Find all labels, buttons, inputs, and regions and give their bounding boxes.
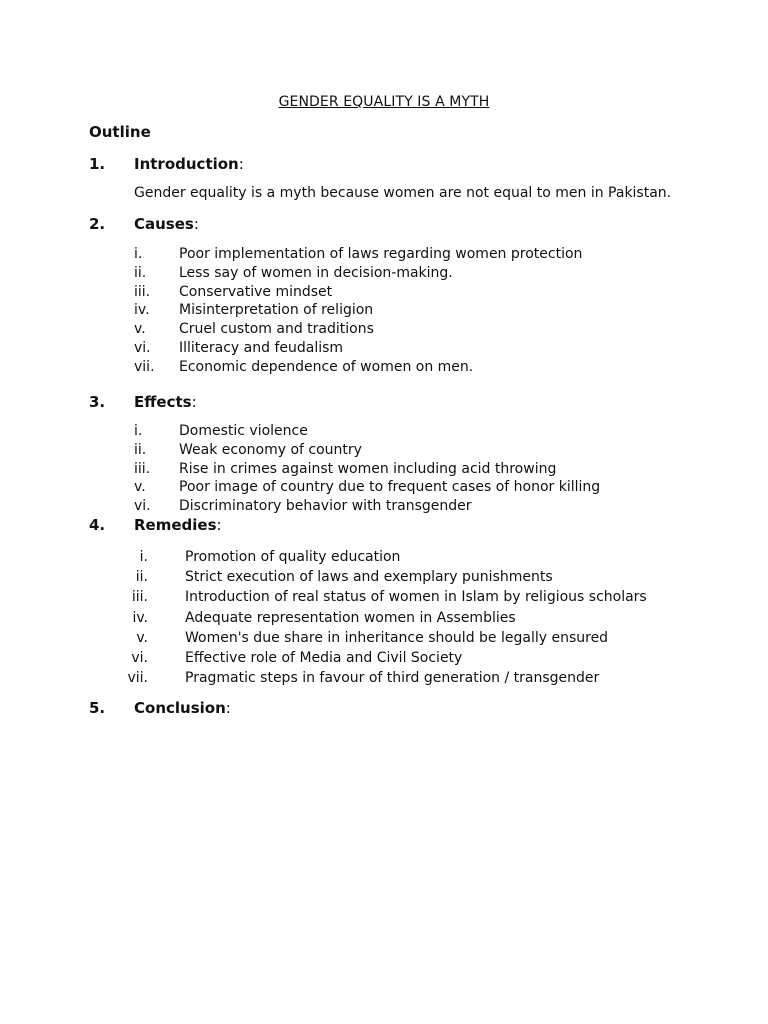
list-item-number: iv.	[132, 609, 148, 626]
list-item-text: Introduction of real status of women in Islam by religious scholars	[185, 589, 647, 606]
list-item-text: Promotion of quality education	[185, 549, 401, 565]
list-item-number: ii.	[134, 441, 147, 458]
list-item	[0, 628, 768, 648]
list-item	[0, 441, 768, 460]
list-item	[0, 668, 768, 688]
list-item-number: i.	[134, 246, 143, 262]
section-number-effects: 3.	[89, 393, 106, 411]
section-number-causes: 2.	[89, 215, 106, 233]
list-item-text: Pragmatic steps in favour of third generation / transgender	[185, 670, 600, 687]
section-heading-conclusion	[134, 699, 231, 717]
list-item	[0, 245, 768, 264]
section-heading-text: Conclusion	[134, 699, 226, 717]
section-number-remedies: 4.	[89, 516, 106, 534]
list-item-text: Less say of women in decision-making.	[179, 264, 453, 281]
section-heading-colon: :	[225, 699, 231, 717]
list-item-number: v.	[134, 321, 146, 338]
list-item-number: vii.	[127, 670, 148, 687]
list-item-text: Discriminatory behavior with transgender	[179, 498, 472, 515]
list-item-number: v.	[134, 479, 146, 496]
document-title: GENDER EQUALITY IS A MYTH	[278, 94, 490, 110]
list-item-number: iv.	[134, 302, 150, 319]
list-item-number: vi.	[131, 649, 148, 666]
section-heading-text: Causes	[134, 215, 194, 233]
section-heading-colon: :	[216, 516, 222, 534]
list-item	[0, 358, 768, 377]
list-item-number: i.	[139, 549, 148, 565]
section-heading-remedies	[134, 516, 222, 534]
list-item-text: Cruel custom and traditions	[179, 321, 374, 338]
section-heading-causes	[134, 215, 199, 233]
list-item-text: Illiteracy and feudalism	[179, 339, 344, 356]
list-item-text: Women's due share in inheritance should be legally ensured	[185, 629, 609, 646]
section-heading-text: Remedies	[134, 516, 217, 534]
section-number-introduction: 1.	[89, 155, 106, 173]
remedies-list	[0, 547, 768, 688]
list-item-number: vi.	[134, 498, 151, 515]
list-item	[0, 339, 768, 358]
effects-list	[0, 422, 768, 516]
list-item-text: Adequate representation women in Assemblies	[185, 609, 516, 626]
list-item	[0, 497, 768, 516]
list-item	[0, 547, 768, 567]
list-item-text: Misinterpretation of religion	[179, 302, 374, 319]
list-item-text: Economic dependence of women on men.	[179, 358, 474, 375]
section-number-conclusion: 5.	[89, 699, 106, 717]
section-heading-text: Effects	[134, 393, 192, 411]
list-item-text: Effective role of Media and Civil Society	[185, 649, 463, 666]
list-item-text: Poor implementation of laws regarding women protection	[179, 246, 583, 262]
list-item	[0, 264, 768, 283]
list-item-number: v.	[136, 629, 148, 646]
list-item	[0, 301, 768, 320]
list-item-text: Weak economy of country	[179, 441, 362, 458]
list-item	[0, 283, 768, 302]
list-item	[0, 320, 768, 339]
list-item	[0, 422, 768, 441]
list-item	[0, 587, 768, 607]
list-item	[0, 608, 768, 628]
list-item-number: ii.	[134, 264, 147, 281]
list-item	[0, 648, 768, 668]
list-item-number: iii.	[131, 589, 148, 606]
list-item-number: iii.	[134, 283, 151, 300]
list-item-text: Poor image of country due to frequent cases of honor killing	[179, 479, 601, 496]
list-item-number: vii.	[134, 358, 155, 375]
section-heading-text: Introduction	[134, 155, 239, 173]
causes-list	[0, 245, 768, 377]
list-item	[0, 460, 768, 479]
list-item-number: vi.	[134, 339, 151, 356]
list-item	[0, 567, 768, 587]
section-heading-colon: :	[191, 393, 197, 411]
section-heading-colon: :	[238, 155, 244, 173]
section-heading-colon: :	[193, 215, 199, 233]
outline-heading: Outline	[89, 123, 151, 141]
list-item-number: i.	[134, 423, 143, 439]
section-heading-introduction	[134, 155, 244, 173]
list-item-number: iii.	[134, 460, 151, 477]
list-item-text: Domestic violence	[179, 423, 308, 439]
list-item-text: Rise in crimes against women including acid throwing	[179, 460, 557, 477]
list-item-number: ii.	[135, 569, 148, 586]
list-item-text: Strict execution of laws and exemplary punishments	[185, 569, 553, 586]
list-item	[0, 478, 768, 497]
introduction-paragraph: Gender equality is a myth because women are not equal to men in Pakistan.	[134, 185, 672, 201]
section-heading-effects	[134, 393, 197, 411]
list-item-text: Conservative mindset	[179, 283, 333, 300]
